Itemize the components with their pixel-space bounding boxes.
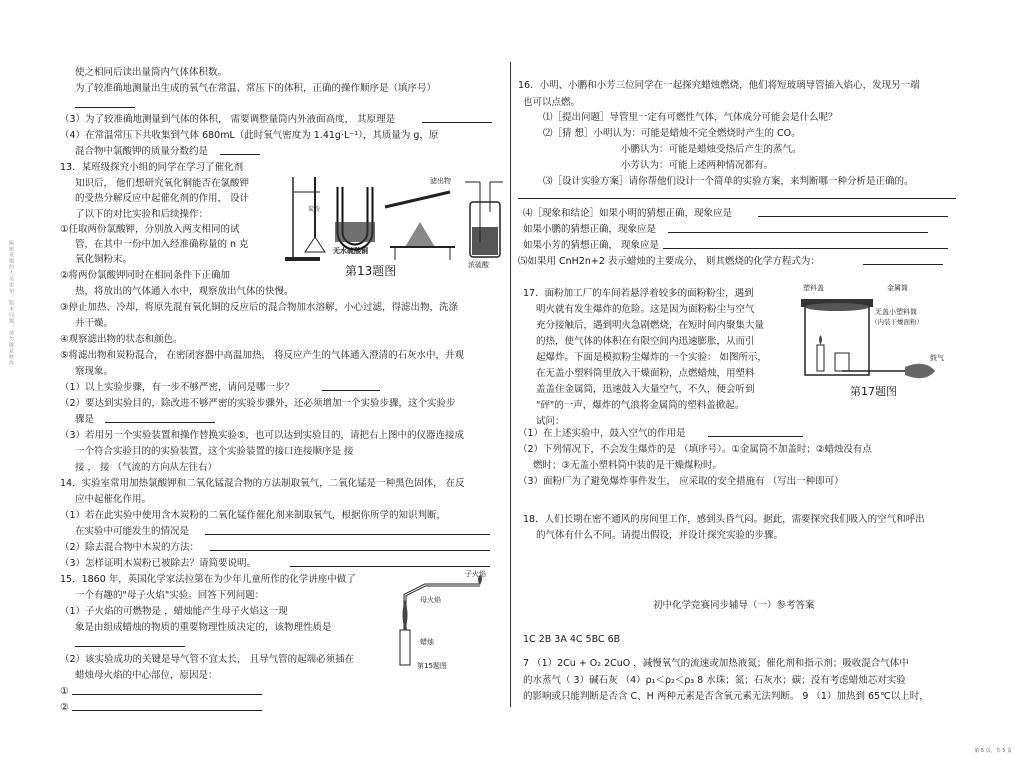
text-line: （2）除去混合物中木炭的方法： — [60, 542, 200, 553]
answer-blank[interactable] — [863, 264, 943, 265]
text-line: 盖盖住金属筒，迅速鼓入大量空气，不久，便会听到 — [536, 384, 755, 395]
question-15: 15．1860 年，英国化学家法拉第在为少年儿童所作的化学讲座中做了 — [60, 574, 356, 585]
text-line: 的受热分解反应中起催化剂的作用， 设计 — [75, 193, 250, 204]
text-line: 为了较准确地测量出生成的氧气在常温、常压下的体积，正确的操作顺序是（填序号） — [75, 83, 437, 94]
text-line: ⑤将滤出物和炭粉混合， 在密闭容器中高温加热， 将反应产生的气体通入澄清的石灰水中，并观 — [60, 350, 465, 361]
text-line: （2）下列情况下，不会发生爆炸的是 （填序号）。①金属筒不加盖时；②蜡烛没有点 — [518, 444, 872, 455]
question-13: 13．某班级探究小组的同学在学习了催化剂 — [60, 162, 244, 173]
text-line: （3）面粉厂为了避免爆炸事件发生， 应采取的安全措施有 （写出一种即可） — [518, 476, 844, 487]
text-line: 察现象。 — [75, 366, 114, 377]
text-line: ①任取两份氯酸钾，分别放入两支相同的试 — [60, 224, 240, 235]
answer-blank[interactable] — [72, 710, 262, 711]
answer-blank[interactable] — [668, 232, 928, 233]
answer-blank[interactable] — [322, 390, 380, 391]
text-line: 燃时；③无盖小塑料筒中装的是干燥煤粉时。 — [533, 460, 723, 471]
text-line: （2）该实验成功的关键是导气管不宜太长， 且导气管的起端必须插在 — [60, 654, 355, 665]
fig13-caption: 第13题图 — [345, 264, 397, 278]
answers-title: 初中化学竞赛同步辅导（一）参考答案 — [653, 600, 815, 611]
text-line: ②将两份氯酸钾同时在相同条件下正确加 — [60, 270, 231, 281]
text-line: （3）为了较准确地测量到气体的体积， 需要调整量筒内外液面高度， 其原理是 — [60, 114, 396, 125]
figure-13-apparatus — [285, 162, 505, 272]
text-line: 充分接触后，遇到明火急剧燃烧，在短时间内聚集大量 — [536, 320, 765, 331]
question-17: 17．面粉加工厂的车间若悬浮着较多的面粉粉尘，遇到 — [523, 288, 754, 299]
answer-blank[interactable] — [758, 216, 948, 217]
text-line: 如果小鹏的猜想正确，现象应是 — [523, 224, 657, 235]
text-line: （1）以上实验步骤，有一步不够严密，请问是哪一步？ — [60, 382, 295, 393]
figure-13 — [285, 162, 505, 272]
answer-blank[interactable] — [290, 566, 490, 567]
side-note: 编辑该题的人员需知：版本问题，请勿随意修改 — [8, 240, 14, 366]
text-line: （3）怎样证明木炭粉已被除去？请简要说明。 — [60, 558, 257, 569]
text-line: 试问： — [536, 416, 565, 427]
fig15-label-child-flame: 子火焰 — [465, 570, 486, 578]
text-line: 小芳认为：可能上述两种情况都有。 — [621, 160, 774, 171]
column-divider — [510, 62, 511, 707]
text-line: ⑶［设计实验方案］请你帮他们设计一个简单的实验方案，来判断哪一种分析是正确的。 — [543, 176, 914, 187]
fig15-caption: 第15题图 — [417, 662, 447, 670]
fig13-label-cuso4: 无水硫酸铜 — [333, 247, 368, 255]
text-line: 管，在其中一份中加入经准确称量的 n 克 — [75, 239, 249, 250]
fig17-caption: 第17题图 — [850, 385, 897, 398]
text-line: （4）在常温常压下共收集到气体 680mL（此时氧气密度为 1.41g·L⁻¹），其质量为 g，原 — [60, 130, 439, 141]
answer-blank[interactable] — [518, 198, 956, 199]
fig17-label-cup: 无盖小塑料筒 — [875, 308, 917, 316]
text-line: 氧化铜粉末。 — [75, 254, 133, 265]
answer-line: 1C 2B 3A 4C 5BC 6B — [523, 634, 621, 645]
text-line: 起爆炸。下面是模拟粉尘爆炸的一个实验： 如图所示， — [536, 352, 768, 363]
fig15-label-mother-flame: 母火焰 — [420, 596, 441, 604]
answer-blank[interactable] — [708, 436, 803, 437]
answer-blank[interactable] — [422, 122, 492, 123]
text-line: 知识后， 他们想研究氧化铜能否在氯酸钾 — [75, 178, 250, 189]
fig15-label-candle: 蜡烛 — [420, 638, 434, 646]
answer-blank[interactable] — [72, 694, 262, 695]
text-line: 热，将放出的气体通入水中，观察放出气体的快慢。 — [75, 286, 294, 297]
text-line: 一个符合实验目的的实验装置，这个实验装置的接口连接顺序是 接 — [75, 446, 354, 457]
text-line: 小鹏认为：可能是蜡烛受热后产生的蒸气。 — [621, 144, 802, 155]
text-line: 也可以点燃。 — [523, 97, 581, 108]
figure-15-candle — [395, 575, 505, 670]
answer-blank[interactable] — [205, 534, 490, 535]
text-line: 的热，使气体的体积在有限空间内迅速膨胀，从而引 — [536, 336, 755, 347]
text-line: "砰"的一声，爆炸的气浪将金属筒的塑料盖掀起。 — [536, 400, 745, 411]
text-line: （1）子火焰的可燃物是 ，蜡烛能产生母子火焰这一现 — [60, 606, 288, 617]
fig17-label-lid: 塑料盖 — [803, 284, 824, 292]
figure-17 — [795, 285, 960, 400]
answer-blank[interactable] — [220, 154, 260, 155]
text-line: ⑵［猜 想］小明认为：可能是蜡烛不完全燃烧时产生的 CO。 — [543, 128, 801, 139]
text-line: 象是由组成蜡烛的物质的重要物理性质决定的，该物理性质是 — [75, 622, 332, 633]
text-line: 在无盖小塑料筒里放入干燥面粉，点燃蜡烛，用塑料 — [536, 368, 755, 379]
answer-blank[interactable] — [663, 248, 948, 249]
text-line: ⑸如果用 CnH2n+2 表示蜡烛的主要成分， 则其燃烧的化学方程式为： — [518, 256, 820, 267]
text-line: 一个有趣的"母子火焰"实验。回答下列问题： — [75, 590, 265, 601]
text-line: ② — [60, 702, 69, 713]
text-line: ④观察滤出物的状态和颜色。 — [60, 334, 183, 345]
question-18: 18．人们长期在密不通风的房间里工作，感到头昏气闷。据此，需要探究我们吸入的空气和呼出 — [523, 514, 925, 525]
text-line: ⑴［提出问题］导管里一定有可燃性气体，气体成分可能会是什么呢？ — [543, 112, 838, 123]
text-line: 在实验中可能发生的情况是 — [75, 526, 190, 537]
figure-15 — [395, 570, 505, 670]
text-line: 蜡烛母火焰的中心部位，原因是： — [75, 670, 218, 681]
question-14: 14．实验室常用加热氯酸钾和二氧化锰混合物的方法制取氧气，二氧化锰是一种黑色固体， 在反 — [60, 478, 465, 489]
answer-line: 的影响或只能判断是否含 C、H 两种元素是否含氧元素无法判断。 9 （1）加热到 65℃以上时， — [523, 691, 929, 702]
text-line: （1）在上述实验中，鼓入空气的作用是 — [518, 428, 686, 439]
text-line: 接 ， 接 （气流的方向从左往右） — [75, 462, 218, 473]
answer-line: 7 （1）2Cu + O₂ 2CuO ，减慢氧气的流速或加热液氮；催化剂和指示剂；吸收混合气体中 — [523, 658, 909, 669]
text-line: 明火就有发生爆炸的危险。这是因为面粉粉尘与空气 — [536, 304, 755, 315]
answer-line: 的水蒸气（ 3）碱石灰 （4）ρ₁＜ρ₂＜ρ₃ 8 水珠；氮；石灰水；碳；没有考虑蜡烛芯对实验 — [523, 675, 906, 686]
text-line: 了以下的对比实验和后续操作： — [75, 209, 209, 220]
text-line: ⑷［现象和结论］如果小明的猜想正确，现象应是 — [523, 208, 733, 219]
fig13-label-carbon: 炭粉 — [308, 206, 321, 213]
page-number: 第 5 页，共 5 页 — [974, 748, 1012, 754]
answer-blank[interactable] — [75, 99, 135, 108]
text-line: ① — [60, 686, 69, 697]
fig13-label-filtrate: 滤出物 — [430, 177, 451, 185]
text-line: 如果小芳的猜想正确， 现象应是 — [523, 240, 660, 251]
text-line: 混合物中氯酸钾的质量分数约是 — [75, 146, 209, 157]
text-line: 骤是 — [75, 414, 95, 425]
text-line: （2）要达到实验目的，除改进不够严密的实验步骤外，还必须增加一个实验步骤，这个实验步 — [60, 398, 456, 409]
fig13-label-h2so4: 浓硫酸 — [468, 261, 489, 269]
answer-blank[interactable] — [105, 422, 215, 423]
fig17-label-can: 金属筒 — [887, 284, 908, 292]
answer-blank[interactable] — [210, 550, 490, 551]
fig17-label-blow: 鼓气 — [930, 354, 944, 362]
text-line: 使之相同后读出量筒内气体体积数。 — [75, 67, 228, 78]
text-line: ③停止加热、冷却，将原先混有氧化铜的反应后的混合物加水溶解，小心过滤，得滤出物，洗涤 — [60, 302, 459, 313]
text-line: 的气体有什么不同。请提出假设，并设计探究实验的步骤。 — [536, 530, 784, 541]
text-line: （1）若在此实验中使用含木炭粉的二氧化锰作催化剂来制取氧气，根据你所学的知识判断， — [60, 510, 447, 521]
answer-blank[interactable] — [75, 646, 185, 647]
fig17-label-flour: （内装干燥面粉） — [871, 318, 923, 326]
text-line: 应中起催化作用。 — [75, 494, 152, 505]
text-line: （3）若用另一个实验装置和操作替换实验⑤，也可以达到实验目的，请把右上图中的仪器连接成 — [60, 430, 465, 441]
text-line: 并干燥。 — [75, 318, 114, 329]
question-16: 16．小明、小鹏和小芳三位同学在一起探究蜡烛燃烧，他们将短玻璃导管插入焰心，发现另一端 — [518, 80, 920, 91]
